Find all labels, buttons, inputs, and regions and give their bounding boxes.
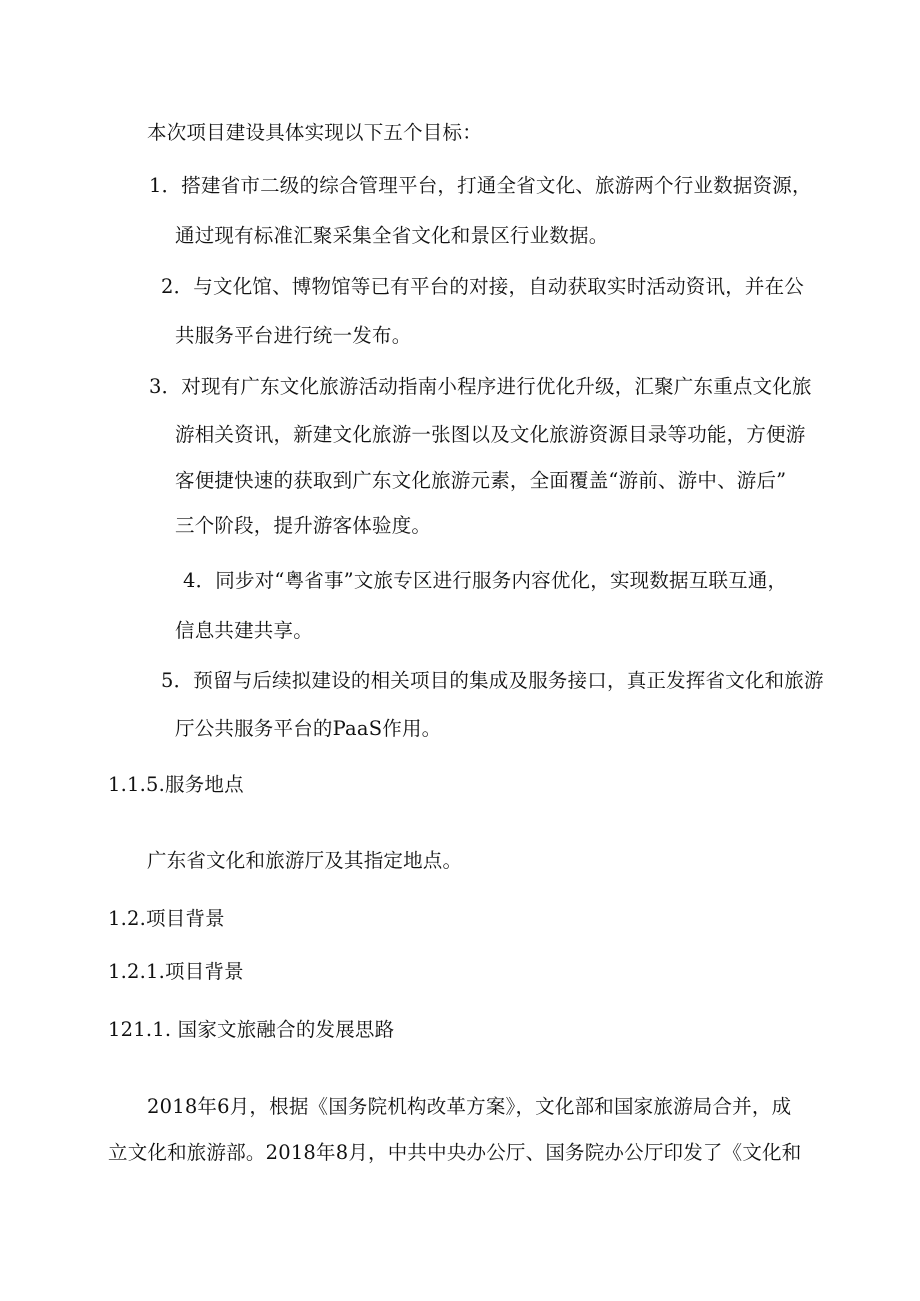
goal-5-number: 5 (161, 669, 174, 692)
goal-3-line-2: 游相关资讯，新建文化旅游一张图以及文化旅游资源目录等功能，方便游 (175, 423, 806, 446)
goal-2-line-2: 共服务平台进行统一发布。 (175, 324, 412, 347)
heading-1-2: 1.2.项目背景 (108, 907, 225, 930)
goal-4-line-1: 4．同步对“粤省事”文旅专区进行服务内容优化，实现数据互联互通， (183, 567, 787, 595)
heading-1-2-1: 1.2.1.项目背景 (108, 960, 244, 983)
heading-1-1-5: 1.1.5.服务地点 (108, 773, 244, 796)
para-2018-line-1: 2018年6月，根据《国务院机构改革方案》，文化部和国家旅游局合并，成 (147, 1095, 792, 1118)
goal-1-number: 1 (149, 174, 162, 197)
goal-2-line-1: 2．与文化馆、博物馆等已有平台的对接，自动获取实时活动资讯，并在公 (161, 273, 804, 301)
location-paragraph: 广东省文化和旅游厅及其指定地点。 (147, 849, 463, 872)
goal-4-line-2: 信息共建共享。 (175, 619, 313, 642)
goal-3-line-1: 3．对现有广东文化旅游活动指南小程序进行优化升级，汇聚广东重点文化旅 (149, 373, 812, 401)
goals-intro: 本次项目建设具体实现以下五个目标： (147, 121, 482, 144)
goal-1-line-1: 1．搭建省市二级的综合管理平台，打通全省文化、旅游两个行业数据资源， (149, 172, 812, 200)
goal-3-number: 3 (149, 375, 162, 398)
goal-5-line-2: 厅公共服务平台的PaaS作用。 (175, 717, 442, 740)
goal-5-line-1: 5．预留与后续拟建设的相关项目的集成及服务接口，真正发挥省文化和旅游 (161, 667, 824, 695)
goal-3-line-4: 三个阶段，提升游客体验度。 (175, 514, 432, 537)
para-2018-line-2: 立文化和旅游部。2018年8月，中共中央办公厅、国务院办公厅印发了《文化和 (108, 1141, 802, 1164)
goal-1-line-2: 通过现有标准汇聚采集全省文化和景区行业数据。 (175, 224, 609, 247)
goal-4-number: 4 (183, 569, 196, 592)
goal-3-line-3: 客便捷快速的获取到广东文化旅游元素，全面覆盖“游前、游中、游后” (175, 469, 787, 492)
goal-2-number: 2 (161, 275, 174, 298)
heading-1-2-1-1: 121.1. 国家文旅融合的发展思路 (108, 1018, 395, 1041)
